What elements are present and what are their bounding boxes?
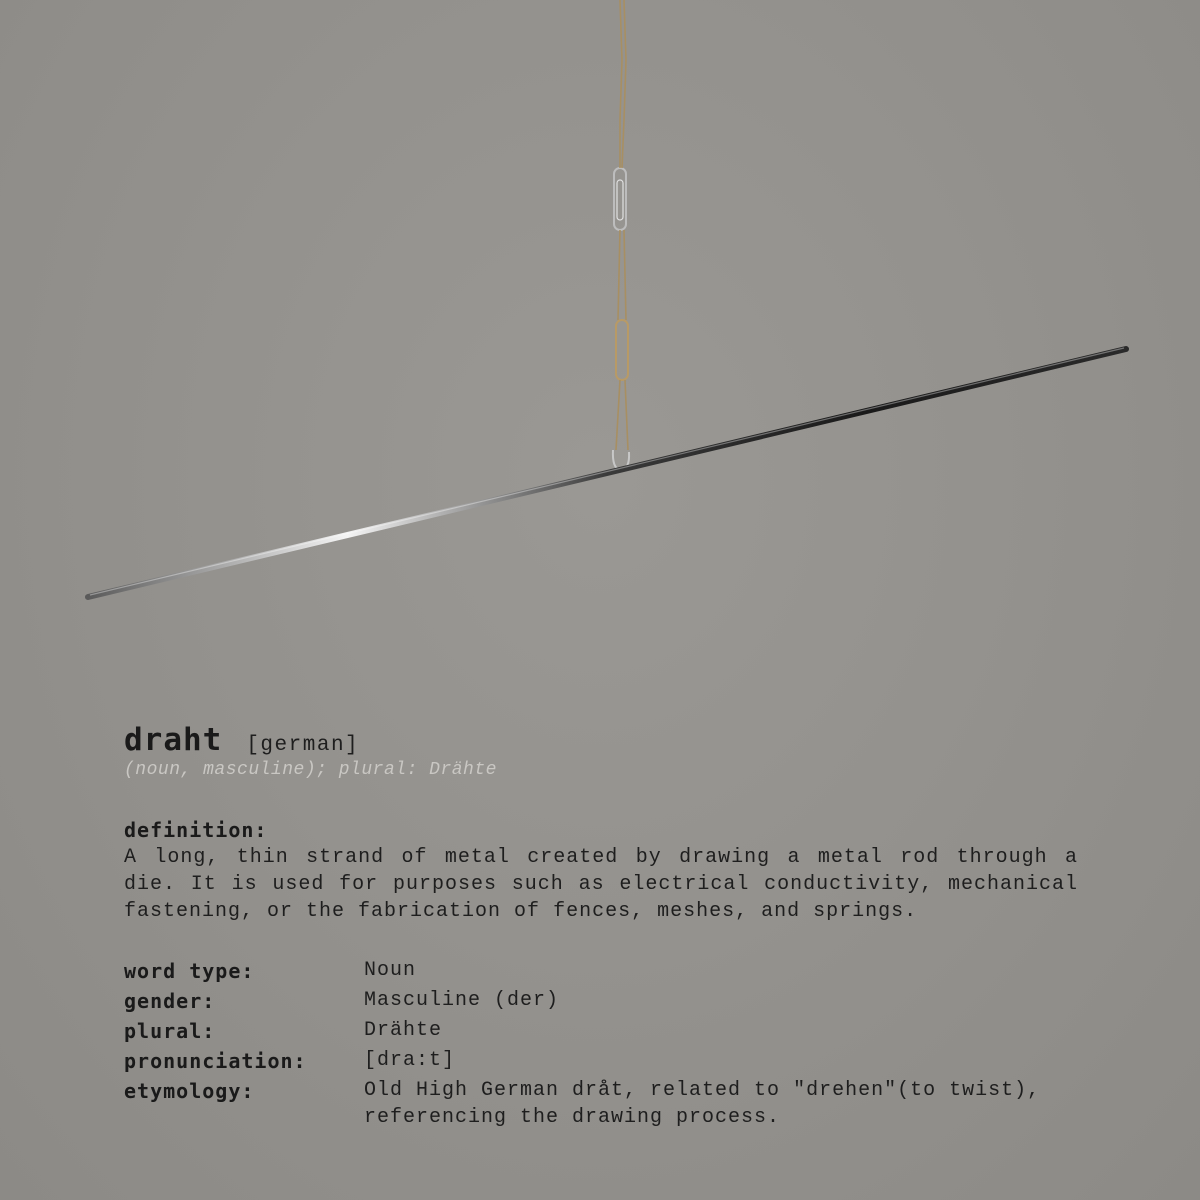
entry-word: draht (124, 722, 223, 758)
wire-rod (88, 348, 1126, 597)
gender-label: gender: (124, 989, 216, 1013)
pronunciation-value: [dra:t] (364, 1049, 456, 1072)
plural-value: Drähte (364, 1019, 443, 1042)
etymology-label: etymology: (124, 1079, 255, 1103)
word-type-value: Noun (364, 959, 417, 982)
word-type-label: word type: (124, 959, 255, 983)
etymology-value: Old High German dråt, related to "drehen"(to twist), referencing the drawing process. (364, 1079, 1041, 1129)
dictionary-entry (124, 722, 1078, 1131)
gender-value: Masculine (der) (364, 989, 560, 1012)
definition-text: A long, thin strand of metal created by drawing a metal rod through a die. It is used for purposes such as electrical conductivity, mechanical fastening, or the fabrication of fences, meshes, and springs. (124, 846, 1078, 923)
details-list (124, 957, 1078, 1131)
entry-header (124, 722, 1078, 758)
definition-label: definition: (124, 818, 268, 842)
chain (613, 0, 629, 470)
entry-grammar: (noun, masculine); plural: Drähte (124, 760, 497, 780)
plural-label: plural: (124, 1019, 216, 1043)
entry-language: [german] (246, 734, 360, 757)
pronunciation-label: pronunciation: (124, 1049, 307, 1073)
